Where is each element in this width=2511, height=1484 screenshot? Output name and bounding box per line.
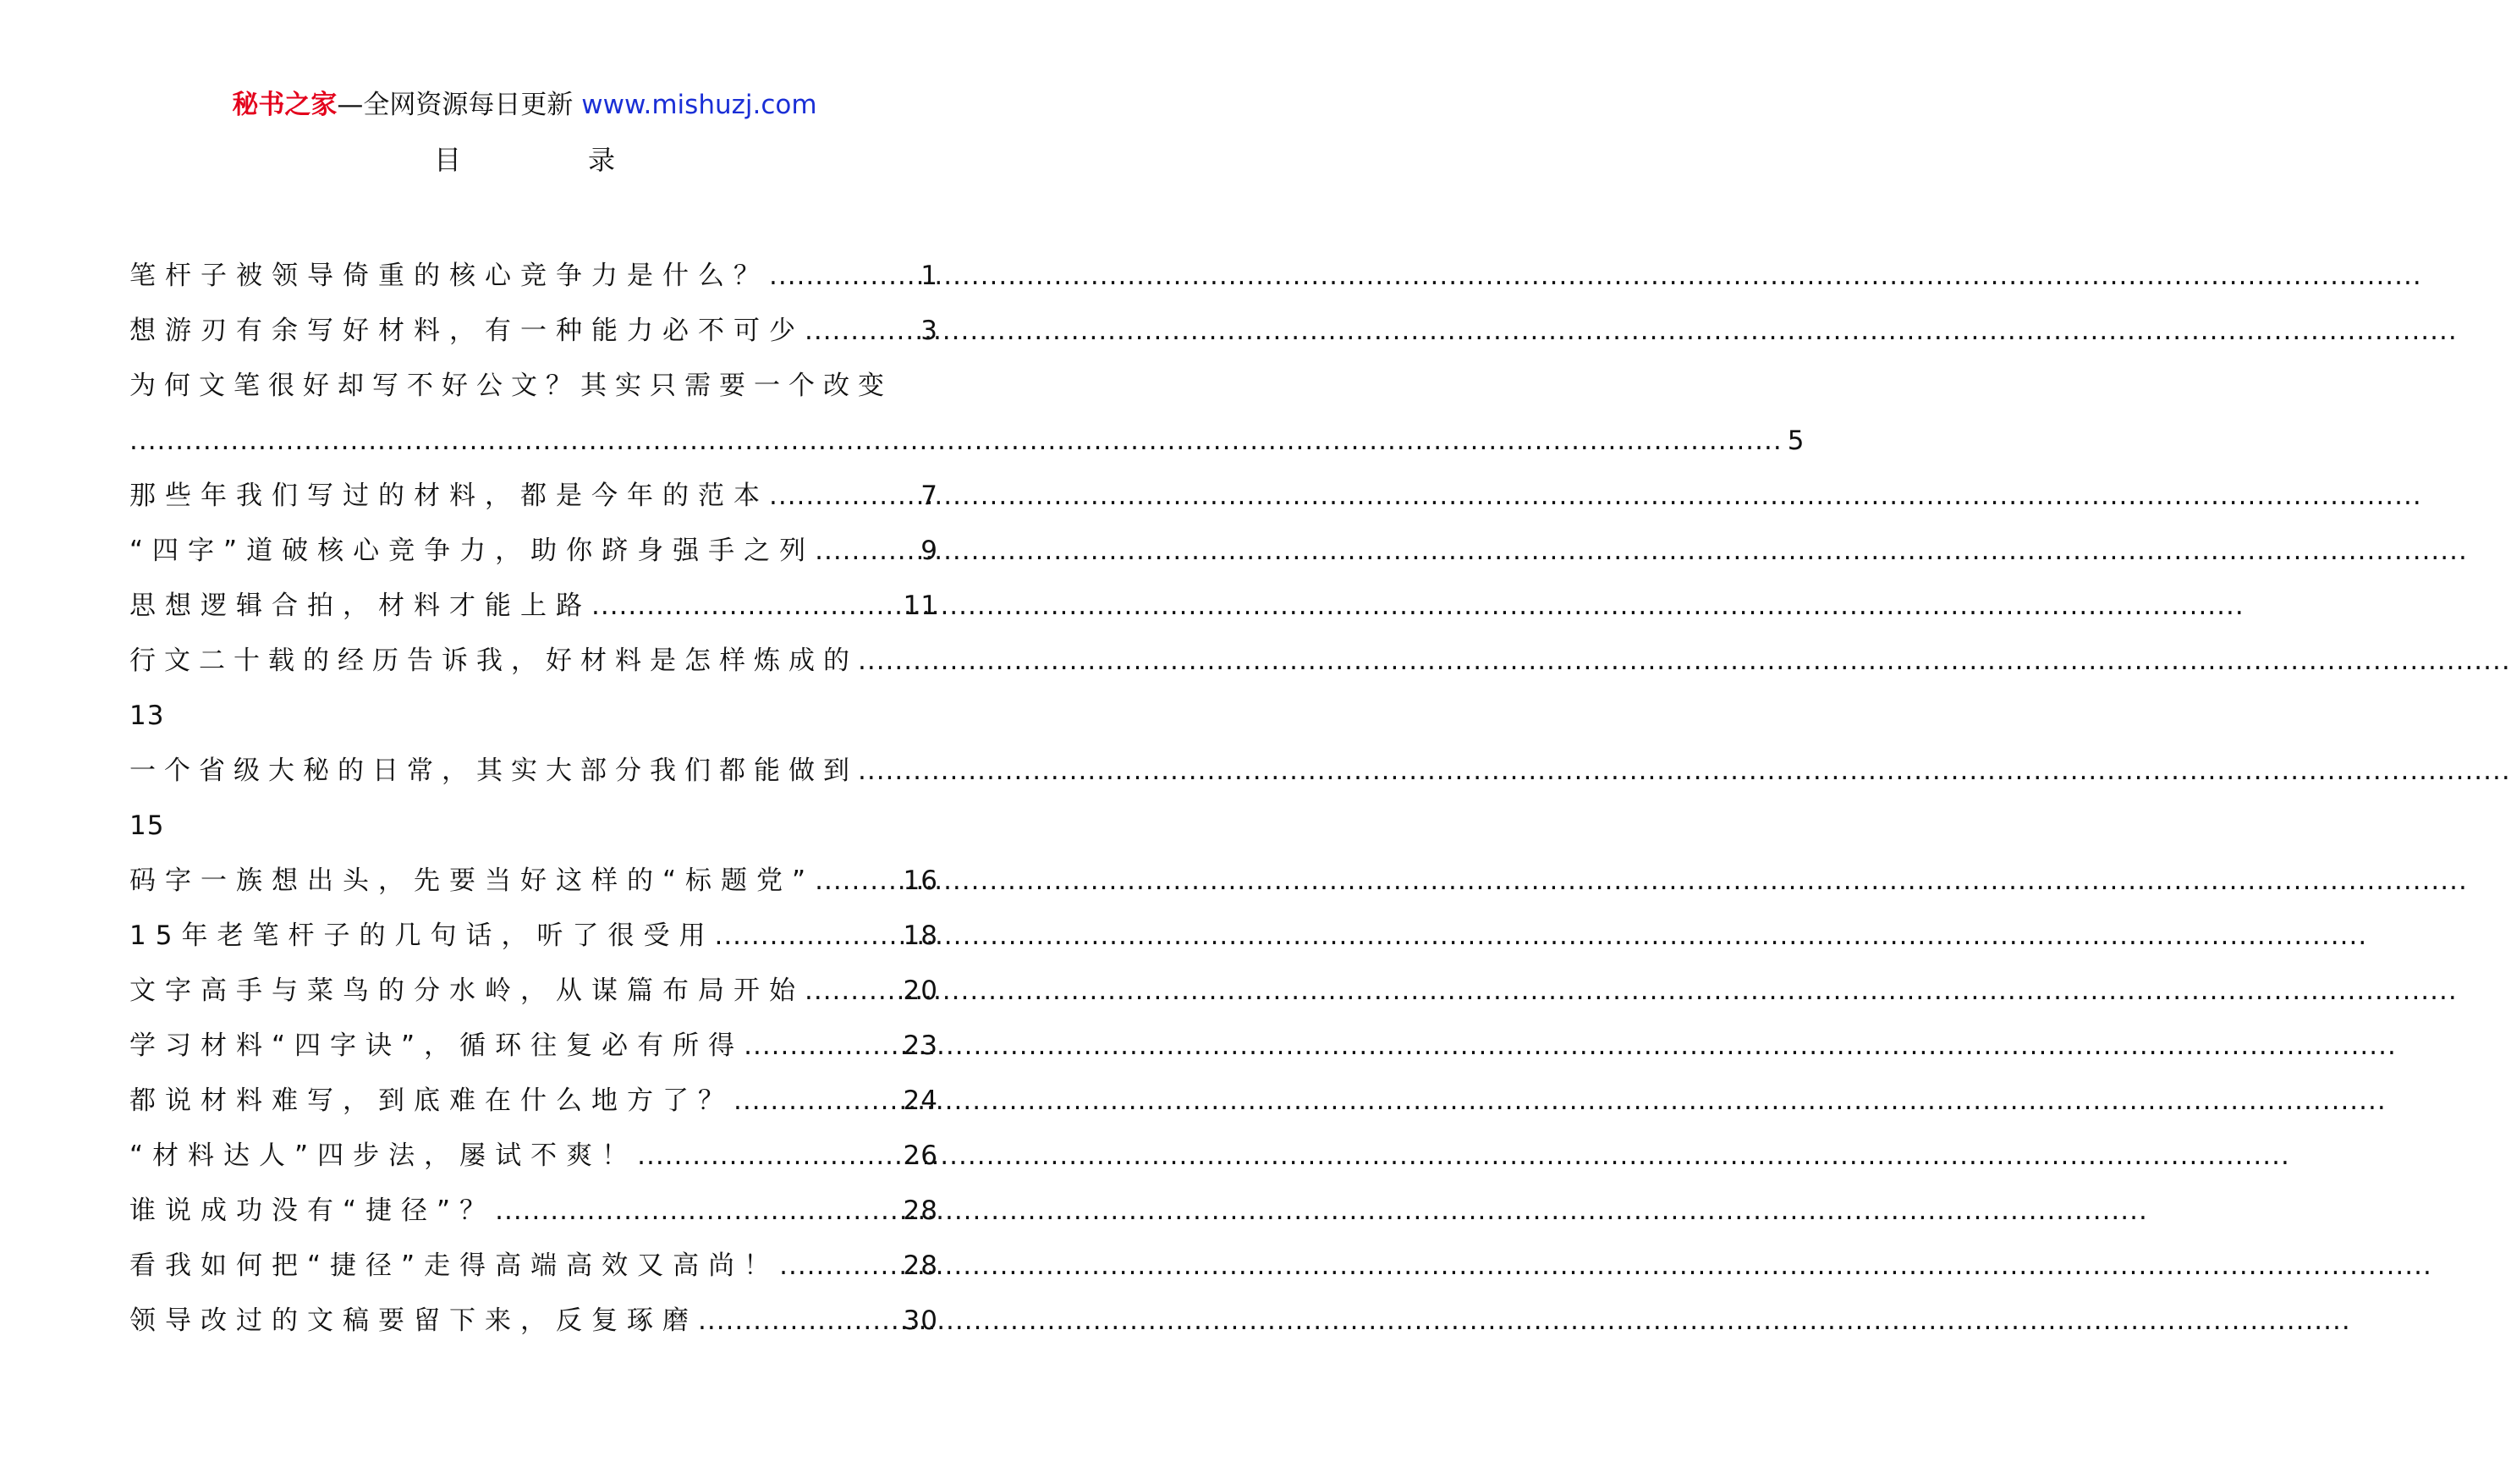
toc-entry[interactable] bbox=[129, 579, 938, 634]
toc-entry[interactable] bbox=[129, 1129, 938, 1184]
toc-leader bbox=[779, 1239, 903, 1294]
toc-entry[interactable] bbox=[129, 1239, 938, 1294]
toc-page-number: 3 bbox=[920, 316, 938, 346]
toc-title-char-1: 目 bbox=[433, 144, 461, 176]
toc-leader bbox=[858, 634, 892, 689]
table-of-contents bbox=[129, 249, 1805, 1349]
toc-page-number: 26 bbox=[903, 1140, 938, 1171]
toc-entry[interactable] bbox=[129, 249, 938, 304]
toc-entry[interactable] bbox=[129, 1074, 938, 1129]
toc-page-number: 18 bbox=[903, 921, 938, 951]
toc-entry-title: 笔杆子被领导倚重的核心竞争力是什么？ bbox=[129, 261, 769, 291]
toc-page-number: 16 bbox=[903, 866, 938, 896]
toc-entry-title: 一个省级大秘的日常，其实大部分我们都能做到 bbox=[129, 756, 858, 786]
toc-entry-title: “材料达人”四步法，屡试不爽！ bbox=[129, 1140, 638, 1171]
toc-page-number: 30 bbox=[903, 1305, 938, 1336]
toc-leader bbox=[858, 744, 892, 799]
brand-name: 秘书之家 bbox=[232, 90, 338, 120]
toc-leader bbox=[805, 304, 920, 359]
toc-page-number: 23 bbox=[903, 1031, 938, 1061]
toc-entry-title: 想游刃有余写好材料，有一种能力必不可少 bbox=[129, 316, 805, 346]
toc-leader bbox=[744, 1019, 903, 1074]
toc-entry[interactable] bbox=[129, 359, 1805, 469]
toc-leader bbox=[769, 469, 920, 524]
toc-entry-title: 文字高手与菜鸟的分水岭，从谋篇布局开始 bbox=[129, 976, 805, 1006]
toc-entry-title: 学习材料“四字诀”，循环往复必有所得 bbox=[129, 1031, 745, 1061]
toc-page-number: 24 bbox=[903, 1086, 938, 1116]
toc-entry[interactable] bbox=[129, 634, 938, 744]
toc-leader bbox=[591, 579, 904, 634]
toc-entry-title: 行文二十载的经历告诉我，好材料是怎样炼成的 bbox=[129, 646, 858, 676]
site-url-link[interactable]: www.mishuzj.com bbox=[581, 90, 817, 120]
toc-page-number: 15 bbox=[129, 811, 165, 841]
toc-leader bbox=[495, 1184, 903, 1239]
toc-entry-title: 都说材料难写，到底难在什么地方了？ bbox=[129, 1086, 734, 1116]
toc-entry[interactable] bbox=[129, 1294, 938, 1349]
toc-entry-title: 看我如何把“捷径”走得高端高效又高尚！ bbox=[129, 1250, 780, 1281]
toc-leader bbox=[769, 249, 920, 304]
toc-leader bbox=[805, 964, 904, 1019]
toc-entry-title: 谁说成功没有“捷径”？ bbox=[129, 1195, 496, 1226]
toc-entry[interactable] bbox=[129, 1019, 938, 1074]
toc-entry-title: 码字一族想出头，先要当好这样的“标题党” bbox=[129, 866, 816, 896]
site-header bbox=[0, 85, 1049, 125]
toc-entry[interactable] bbox=[129, 964, 938, 1019]
toc-entry-title: 领导改过的文稿要留下来，反复琢磨 bbox=[129, 1305, 698, 1336]
toc-entry[interactable] bbox=[129, 469, 938, 524]
toc-entry[interactable] bbox=[129, 1184, 938, 1239]
toc-entry-title: 为何文笔很好却写不好公文？其实只需要一个改变 bbox=[129, 371, 893, 401]
header-tagline: —全网资源每日更新 bbox=[337, 90, 574, 120]
toc-entry[interactable] bbox=[129, 304, 938, 359]
toc-entry[interactable] bbox=[129, 524, 938, 579]
toc-entry[interactable] bbox=[129, 744, 938, 854]
toc-page-number: 13 bbox=[129, 701, 165, 731]
toc-page-number: 28 bbox=[903, 1250, 938, 1281]
toc-page-number: 7 bbox=[920, 481, 938, 511]
toc-entry-title: “四字”道破核心竞争力，助你跻身强手之列 bbox=[129, 536, 816, 566]
toc-page-number: 28 bbox=[903, 1195, 938, 1226]
toc-entry[interactable] bbox=[129, 854, 938, 909]
toc-title bbox=[0, 141, 1049, 179]
toc-leader bbox=[714, 909, 903, 964]
toc-entry-title: 思想逻辑合拍，材料才能上路 bbox=[129, 591, 591, 621]
toc-page-number: 11 bbox=[903, 591, 938, 621]
toc-page-number: 9 bbox=[920, 536, 938, 566]
toc-leader bbox=[815, 854, 903, 909]
toc-leader bbox=[698, 1294, 904, 1349]
toc-page-number: 5 bbox=[1787, 426, 1805, 456]
toc-page-number: 1 bbox=[920, 261, 938, 291]
toc-leader bbox=[734, 1074, 904, 1129]
toc-entry-title: 那些年我们写过的材料，都是今年的范本 bbox=[129, 481, 769, 511]
toc-page-number: 20 bbox=[903, 976, 938, 1006]
toc-entry[interactable] bbox=[129, 909, 938, 964]
toc-title-char-2: 录 bbox=[588, 144, 616, 176]
toc-leader bbox=[637, 1129, 903, 1184]
toc-leader bbox=[129, 414, 1788, 469]
toc-entry-title: 15年老笔杆子的几句话，听了很受用 bbox=[129, 921, 715, 951]
toc-leader bbox=[815, 524, 920, 579]
